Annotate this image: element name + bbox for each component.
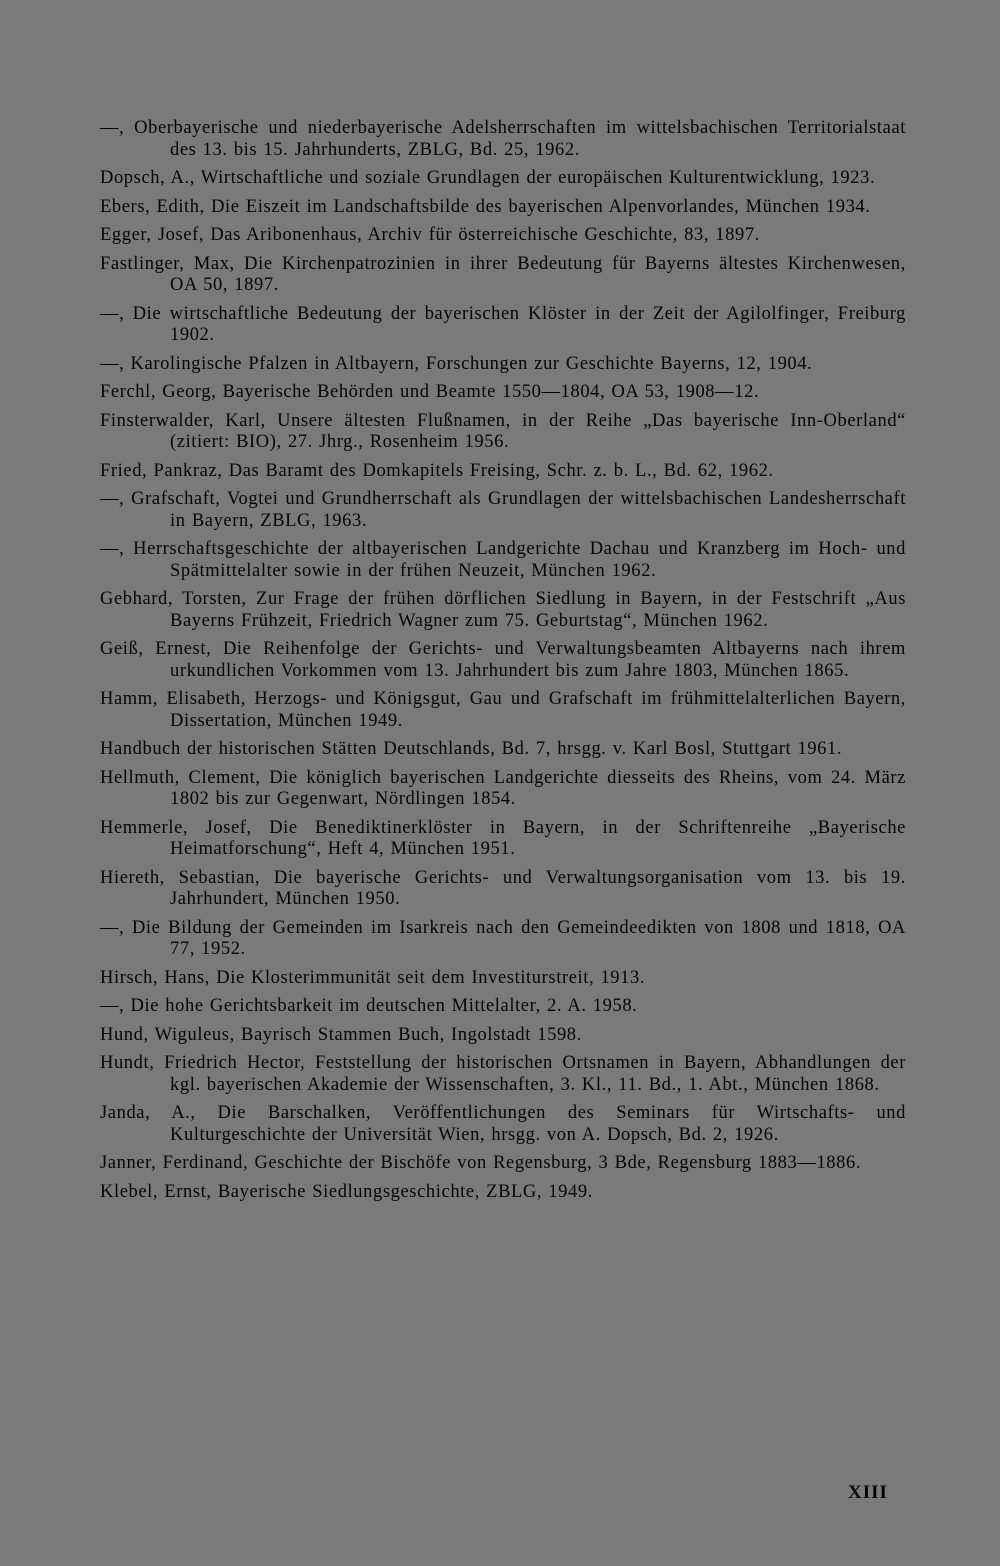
bibliography-entry: Ferchl, Georg, Bayerische Behörden und Beamte 1550—1804, OA 53, 1908—12.	[100, 382, 760, 402]
bibliography-entry: Handbuch der historischen Stätten Deutschlands, Bd. 7, hrsgg. v. Karl Bosl, Stuttgart 1961.	[100, 739, 843, 759]
bibliography-entry: Hund, Wiguleus, Bayrisch Stammen Buch, Ingolstadt 1598.	[100, 1024, 582, 1045]
bibliography-entry: —, Die Bildung der Gemeinden im Isarkreis nach den Gemeindeedikten von 1808 und 1818, OA 77, 1952.	[100, 917, 906, 959]
bibliography-entry: Hirsch, Hans, Die Klosterimmunität seit dem Investiturstreit, 1913.	[100, 967, 646, 988]
bibliography-entry: —, Grafschaft, Vogtei und Grundherrschaft als Grundlagen der wittelsbachischen Landesherrschaft in Bayern, ZBLG, 1963.	[100, 489, 906, 531]
bibliography-entry: Geiß, Ernest, Die Reihenfolge der Gerichts- und Verwaltungsbeamten Altbayerns nach ihrem urkundlichen Vorkommen vom 13. Jahrhundert bis zum Jahre 1803, München 1865.	[100, 639, 906, 681]
bibliography-entry: Hemmerle, Josef, Die Benediktinerklöster in Bayern, in der Schriftenreihe „Bayerische Heimatforschung“, Heft 4, München 1951.	[100, 817, 906, 859]
bibliography-entry: —, Die wirtschaftliche Bedeutung der bayerischen Klöster in der Zeit der Agilolfinger, Freiburg 1902.	[100, 303, 906, 345]
bibliography-entry: Fried, Pankraz, Das Baramt des Domkapitels Freising, Schr. z. b. L., Bd. 62, 1962.	[100, 460, 774, 481]
bibliography-entry: Fastlinger, Max, Die Kirchenpatrozinien in ihrer Bedeutung für Bayerns ältestes Kirchenwesen, OA 50, 1897.	[100, 253, 906, 295]
bibliography-entry: Janda, A., Die Barschalken, Veröffentlichungen des Seminars für Wirtschafts- und Kulturgeschichte der Universität Wien, hrsgg. von A. Dopsch, Bd. 2, 1926.	[100, 1103, 906, 1145]
bibliography-entry: —, Die hohe Gerichtsbarkeit im deutschen Mittelalter, 2. A. 1958.	[100, 996, 638, 1016]
bibliography-entry: Hellmuth, Clement, Die königlich bayerischen Landgerichte diesseits des Rheins, vom 24. März 1802 bis zur Gegenwart, Nördlingen 1854.	[100, 767, 906, 809]
bibliography-entry: Hiereth, Sebastian, Die bayerische Gerichts- und Verwaltungsorganisation vom 13. bis 19. Jahrhundert, München 1950.	[100, 867, 906, 909]
bibliography-entry: —, Herrschaftsgeschichte der altbayerischen Landgerichte Dachau und Kranzberg im Hoch- und Spätmittelalter sowie in der frühen Neuzeit, München 1962.	[100, 539, 906, 581]
bibliography-entry: Gebhard, Torsten, Zur Frage der frühen dörflichen Siedlung in Bayern, in der Festschrift „Aus Bayerns Frühzeit, Friedrich Wagner zum 75. Geburtstag“, München 1962.	[100, 589, 906, 631]
bibliography-entry: Dopsch, A., Wirtschaftliche und soziale Grundlagen der europäischen Kulturentwicklung, 1923.	[100, 168, 876, 188]
bibliography-entry: —, Karolingische Pfalzen in Altbayern, Forschungen zur Geschichte Bayerns, 12, 1904.	[100, 353, 813, 374]
bibliography-entry: Hundt, Friedrich Hector, Feststellung der historischen Ortsnamen in Bayern, Abhandlungen der kgl. bayerischen Akademie der Wissenschaften, 3. Kl., 11. Bd., 1. Abt., München 1868.	[100, 1053, 906, 1095]
bibliography-entry: —, Oberbayerische und niederbayerische Adelsherrschaften im wittelsbachischen Territorialstaat des 13. bis 15. Jahrhunderts, ZBLG, Bd. 25, 1962.	[100, 118, 906, 160]
bibliography-entry: Klebel, Ernst, Bayerische Siedlungsgeschichte, ZBLG, 1949.	[100, 1181, 593, 1202]
bibliography-list	[100, 118, 906, 1210]
bibliography-entry: Finsterwalder, Karl, Unsere ältesten Flußnamen, in der Reihe „Das bayerische Inn-Oberland“ (zitiert: BIO), 27. Jhrg., Rosenheim 1956.	[100, 410, 906, 452]
page-number: XIII	[848, 1482, 888, 1503]
bibliography-entry: Egger, Josef, Das Aribonenhaus, Archiv für österreichische Geschichte, 83, 1897.	[100, 225, 760, 245]
bibliography-entry: Janner, Ferdinand, Geschichte der Bischöfe von Regensburg, 3 Bde, Regensburg 1883—1886.	[100, 1153, 862, 1173]
bibliography-entry: Hamm, Elisabeth, Herzogs- und Königsgut, Gau und Grafschaft im frühmittelalterlichen Bayern, Dissertation, München 1949.	[100, 689, 906, 731]
bibliography-entry: Ebers, Edith, Die Eiszeit im Landschaftsbilde des bayerischen Alpenvorlandes, München 1934.	[100, 196, 871, 217]
